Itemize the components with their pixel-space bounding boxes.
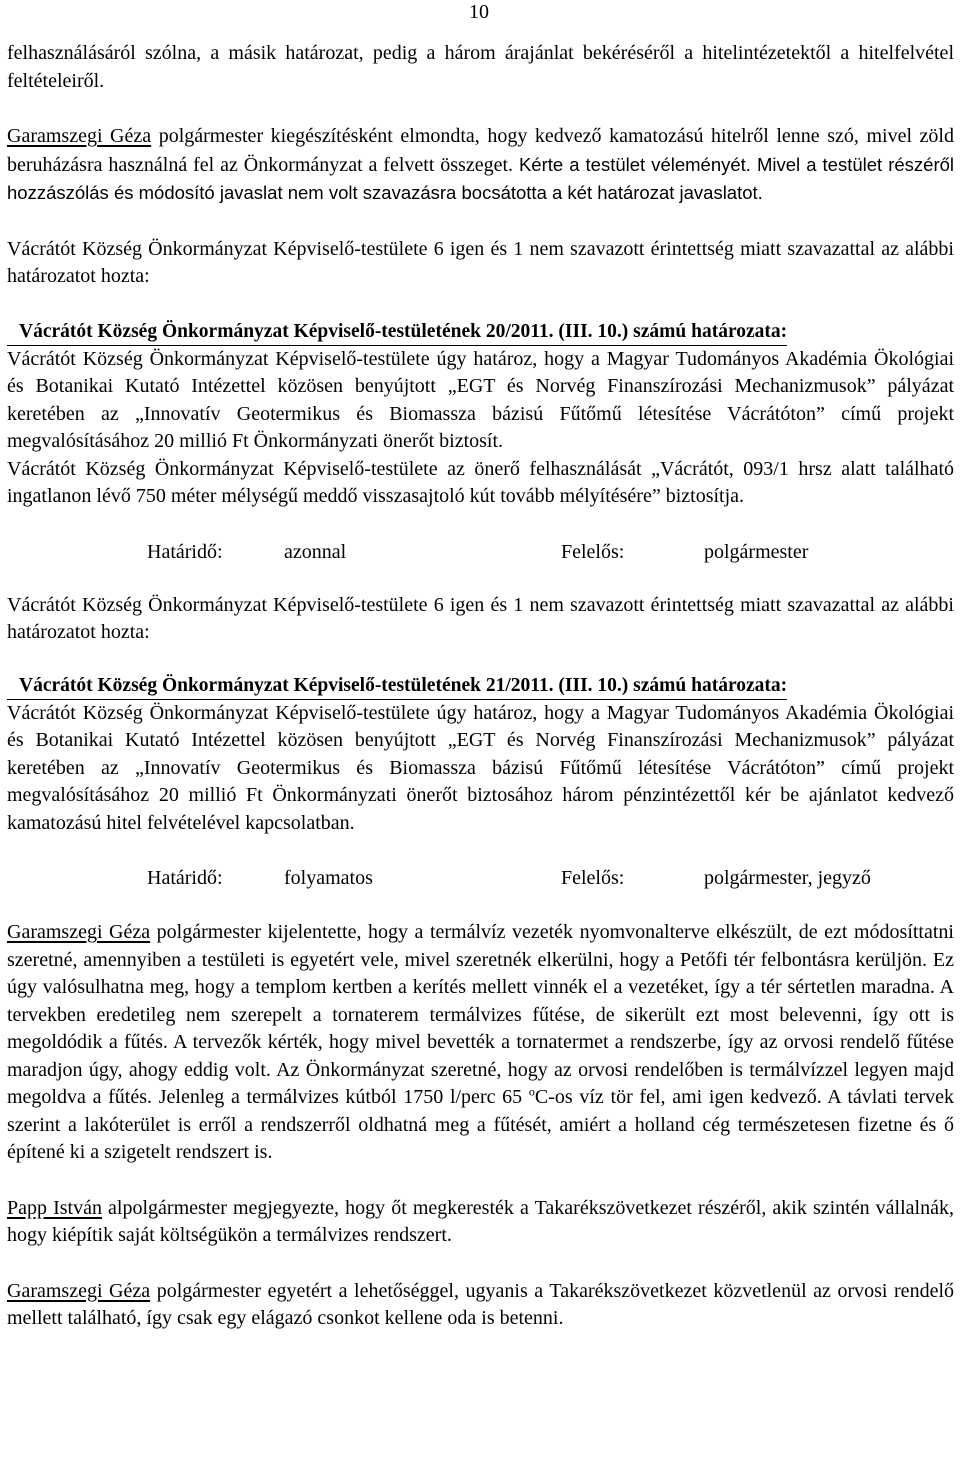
- resolution-2: [7, 671, 954, 893]
- degree-superscript: o: [528, 1084, 535, 1099]
- speaker-name: Papp István: [7, 1196, 102, 1219]
- deadline-row: [7, 538, 954, 566]
- resolution-body: Vácrátót Község Önkormányzat Képviselő-testülete az önerő felhasználását „Vácrátót, 093/1 hrsz alatt található ingatlanon lévő 750 méter mélységű meddő visszasajtoló kút tovább mélyítésére” biztosítja.: [7, 457, 954, 507]
- paragraph-text: polgármester egyetért a lehetőséggel, ugyanis a Takarékszövetkezet közvetlenül az orvosi rendelő mellett található, így csak egy elágazó csonkot kellene oda is betenni.: [7, 1279, 954, 1329]
- responsible-label: Felelős:: [561, 867, 625, 889]
- vote-statement-2: Vácrátót Község Önkormányzat Képviselő-testülete 6 igen és 1 nem szavazott érintettség miatt szavazattal az alábbi határozatot hozta:: [7, 593, 954, 643]
- speaker-name: Garamszegi Géza: [7, 125, 152, 147]
- resolution-heading: Vácrátót Község Önkormányzat Képviselő-testületének 20/2011. (III. 10.) számú határozata:: [7, 319, 787, 346]
- responsible-label: Felelős:: [561, 540, 625, 563]
- paragraph-thermal-pipeline: [7, 919, 954, 1167]
- resolution-body: Vácrátót Község Önkormányzat Képviselő-testülete úgy határoz, hogy a Magyar Tudományos Akadémia Ökológiai és Botanikai Kutató Intézettel közösen benyújtott „EGT és Norvég Finanszírozási Mechanizmusok” pályázat keretében az „Innovatív Geotermikus és Biomassza bázisú Fűtőmű létesítése Vácrátóton” című projekt megvalósításához 20 millió Ft Önkormányzati önerőt biztosához három pénzintézettől kér be ajánlatot kedvező kamatozású hitel felvételével kapcsolatban.: [7, 701, 954, 834]
- resolution-body: Vácrátót Község Önkormányzat Képviselő-testülete úgy határoz, hogy a Magyar Tudományos Akadémia Ökológiai és Botanikai Kutató Intézettel közösen benyújtott „EGT és Norvég Finanszírozási Mechanizmusok” pályázat keretében az „Innovatív Geotermikus és Biomassza bázisú Fűtőmű létesítése Vácrátóton” című projekt megvalósításához 20 millió Ft Önkormányzati önerőt biztosít.: [7, 347, 954, 452]
- deadline-row: [7, 864, 954, 892]
- responsible-value: polgármester: [704, 540, 809, 563]
- paragraph-text-sans: Kérte a testület véleményét. Mivel a testület részéről hozzászólás és módosító javaslat nem volt szavazásra bocsátotta a két határozat javaslatot.: [7, 153, 955, 203]
- paragraph-text: alpolgármester megjegyezte, hogy őt megkeresték a Takarékszövetkezet részéről, akik szintén vállalnák, hogy kiépítik saját költségükön a termálvizes rendszert.: [7, 1196, 954, 1246]
- speaker-name: Garamszegi Géza: [7, 1279, 151, 1302]
- deadline-label: Határidő:: [147, 867, 223, 889]
- paragraph-text: polgármester kijelentette, hogy a termálvíz vezeték nyomvonalterve elkészült, de ezt módosíttatni szeretné, amennyiben a testületi is egyetért vele, mivel szeretnék elkerülni, hogy a Petőfi tér felbontásra kerüljön. Ez úgy valósulhatna meg, hogy a templom kertben a kerítés mellett vinnék el a vezetéket, így a tér sértetlen maradna. A tervekben eredetileg nem szerepelt a tornaterem termálvizes fűtése, de sikerült ezt most belevenni, így ott is megoldódik a fűtés. A tervezők kérték, hogy mivel bevették a tornatermet a rendszerbe, így az orvosi rendelő fűtése maradjon úgy, ahogy eddig volt. Az Önkormányzat szeretné, hogy az orvosi rendelőben is termálvízzel legyen majd megoldva a fűtés. Jelenleg a termálvizes kútból 1750 l/perc 65: [7, 921, 954, 1108]
- paragraph-intro: felhasználásáról szólna, a másik határozat, pedig a három árajánlat bekéréséről a hitelintézetektől a hitelfelvétel feltételeiről.: [7, 42, 954, 92]
- deadline-value: azonnal: [284, 540, 347, 563]
- resolution-1: [7, 317, 954, 566]
- page-number: 10: [469, 1, 489, 23]
- speaker-name: Garamszegi Géza: [7, 921, 151, 943]
- responsible-value: polgármester, jegyző: [704, 867, 871, 889]
- paragraph-mayor-agrees: [7, 1278, 954, 1333]
- document-body: [7, 40, 954, 1333]
- vote-statement-1: Vácrátót Község Önkormányzat Képviselő-testülete 6 igen és 1 nem szavazott érintettség miatt szavazattal az alábbi határozatot hozta:: [7, 237, 954, 287]
- paragraph-deputy-mayor: [7, 1195, 954, 1250]
- deadline-value: folyamatos: [284, 867, 373, 889]
- paragraph-mayor-supplement: [7, 123, 954, 208]
- paragraph-text: polgármester kiegészítésként elmondta, hogy kedvező kamatozású hitelről lenne szó, mivel zöld beruházásra használná fel az Önkormányzat a felvett összeget.: [7, 125, 954, 176]
- paragraph-text: C-os víz tör fel, ami igen kedvező. A távlati tervek szerint a lakóterület is erről a rendszerről oldhatná meg a fűtését, amiért a holland cég természetesen fizetne és ő építené ki a szigetelt rendszert is.: [7, 1086, 954, 1163]
- deadline-label: Határidő:: [147, 540, 223, 563]
- resolution-heading: Vácrátót Község Önkormányzat Képviselő-testületének 21/2011. (III. 10.) számú határozata:: [7, 673, 787, 700]
